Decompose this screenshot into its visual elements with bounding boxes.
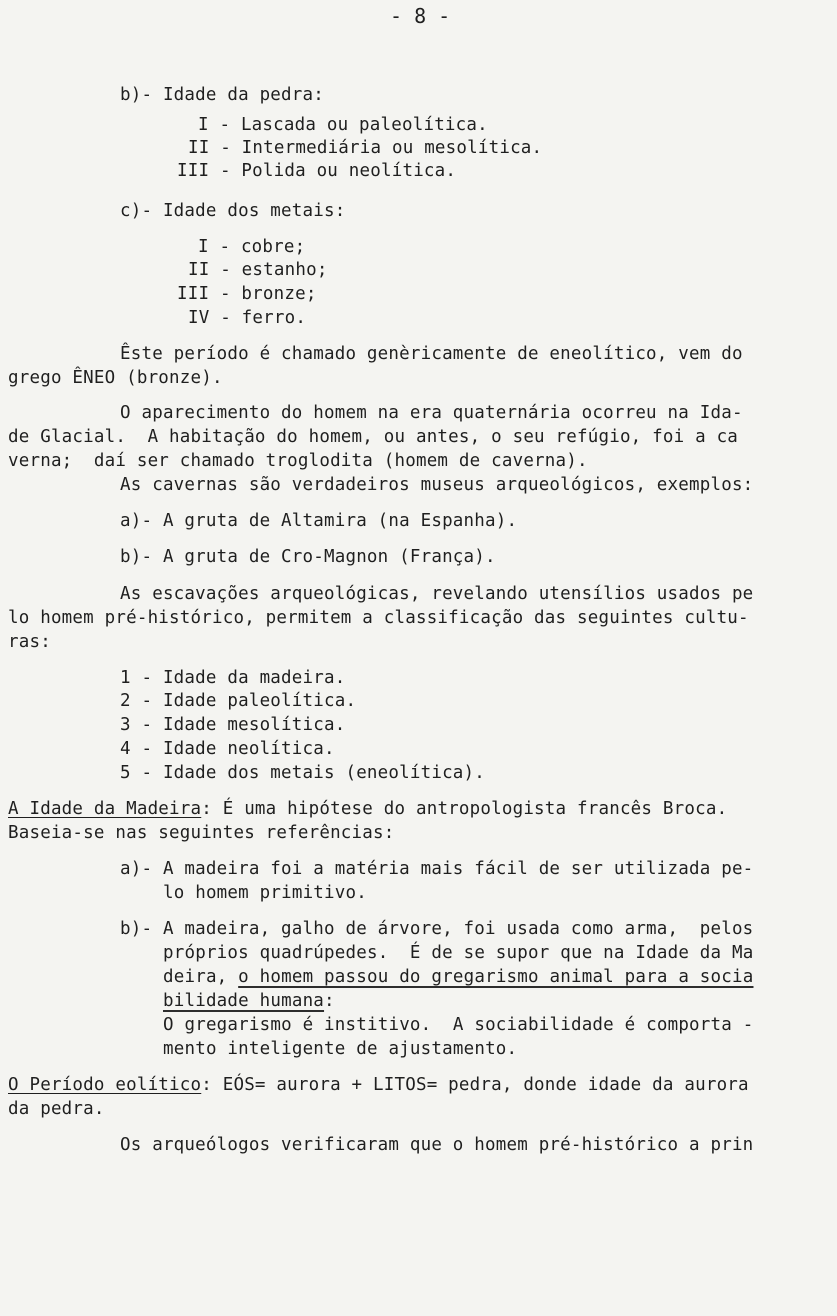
list-item-text: deira, — [163, 967, 239, 987]
list-item: lo homem primitivo. — [163, 883, 367, 903]
underlined-phrase: bilidade humana — [163, 991, 325, 1011]
page-number: - 8 - — [390, 4, 451, 28]
paragraph-line: Os arqueólogos verificaram que o homem pré-histórico a prin — [120, 1135, 754, 1155]
paragraph-line: ras: — [8, 632, 51, 652]
list-heading: c)- Idade dos metais: — [120, 201, 346, 221]
list-item: I - Lascada ou paleolítica. — [198, 115, 488, 135]
list-item: b)- A madeira, galho de árvore, foi usada como arma, pelos — [120, 919, 754, 939]
section-line — [8, 1074, 749, 1096]
list-item: II - estanho; — [188, 260, 328, 280]
list-item: IV - ferro. — [188, 308, 307, 328]
list-item: O gregarismo é institivo. A sociabilidade é comporta - — [163, 1015, 754, 1035]
list-item: 4 - Idade neolítica. — [120, 739, 335, 759]
list-item: II - Intermediária ou mesolítica. — [188, 138, 543, 158]
list-item: b)- A gruta de Cro-Magnon (França). — [120, 547, 496, 567]
list-item-text: : — [324, 991, 335, 1011]
list-item: a)- A gruta de Altamira (na Espanha). — [120, 511, 518, 531]
list-item — [163, 966, 753, 988]
paragraph-line: As cavernas são verdadeiros museus arqueológicos, exemplos: — [120, 475, 754, 495]
section-heading: O Período eolítico — [8, 1075, 202, 1095]
list-item: 3 - Idade mesolítica. — [120, 715, 346, 735]
list-item — [163, 990, 335, 1012]
paragraph-line: de Glacial. A habitação do homem, ou antes, o seu refúgio, foi a ca — [8, 427, 739, 447]
list-item: III - bronze; — [177, 284, 317, 304]
list-heading: b)- Idade da pedra: — [120, 85, 324, 105]
section-text: : É uma hipótese do antropologista francês Broca. — [201, 799, 728, 819]
list-item: a)- A madeira foi a matéria mais fácil de ser utilizada pe- — [120, 859, 754, 879]
list-item: próprios quadrúpedes. É de se supor que na Idade da Ma — [163, 943, 754, 963]
list-item: III - Polida ou neolítica. — [177, 161, 457, 181]
paragraph-line: O aparecimento do homem na era quaternária ocorreu na Ida- — [120, 403, 743, 423]
list-item: 2 - Idade paleolítica. — [120, 691, 357, 711]
list-item: mento inteligente de ajustamento. — [163, 1039, 518, 1059]
list-item: 5 - Idade dos metais (eneolítica). — [120, 763, 486, 783]
paragraph-line: Êste período é chamado genèricamente de eneolítico, vem do — [120, 344, 743, 364]
paragraph-line: verna; daí ser chamado troglodita (homem de caverna). — [8, 451, 588, 471]
section-text: : EÓS= aurora + LITOS= pedra, donde idade da aurora — [201, 1075, 749, 1095]
section-line — [8, 798, 727, 820]
paragraph-line: da pedra. — [8, 1099, 105, 1119]
paragraph-line: Baseia-se nas seguintes referências: — [8, 823, 395, 843]
list-item: I - cobre; — [198, 237, 306, 257]
list-item: 1 - Idade da madeira. — [120, 668, 346, 688]
underlined-phrase: o homem passou do gregarismo animal para a socia — [238, 967, 754, 987]
paragraph-line: As escavações arqueológicas, revelando utensílios usados pe — [120, 584, 754, 604]
paragraph-line: lo homem pré-histórico, permitem a classificação das seguintes cultu- — [8, 608, 749, 628]
section-heading: A Idade da Madeira — [8, 799, 202, 819]
paragraph-line: grego ÊNEO (bronze). — [8, 368, 223, 388]
